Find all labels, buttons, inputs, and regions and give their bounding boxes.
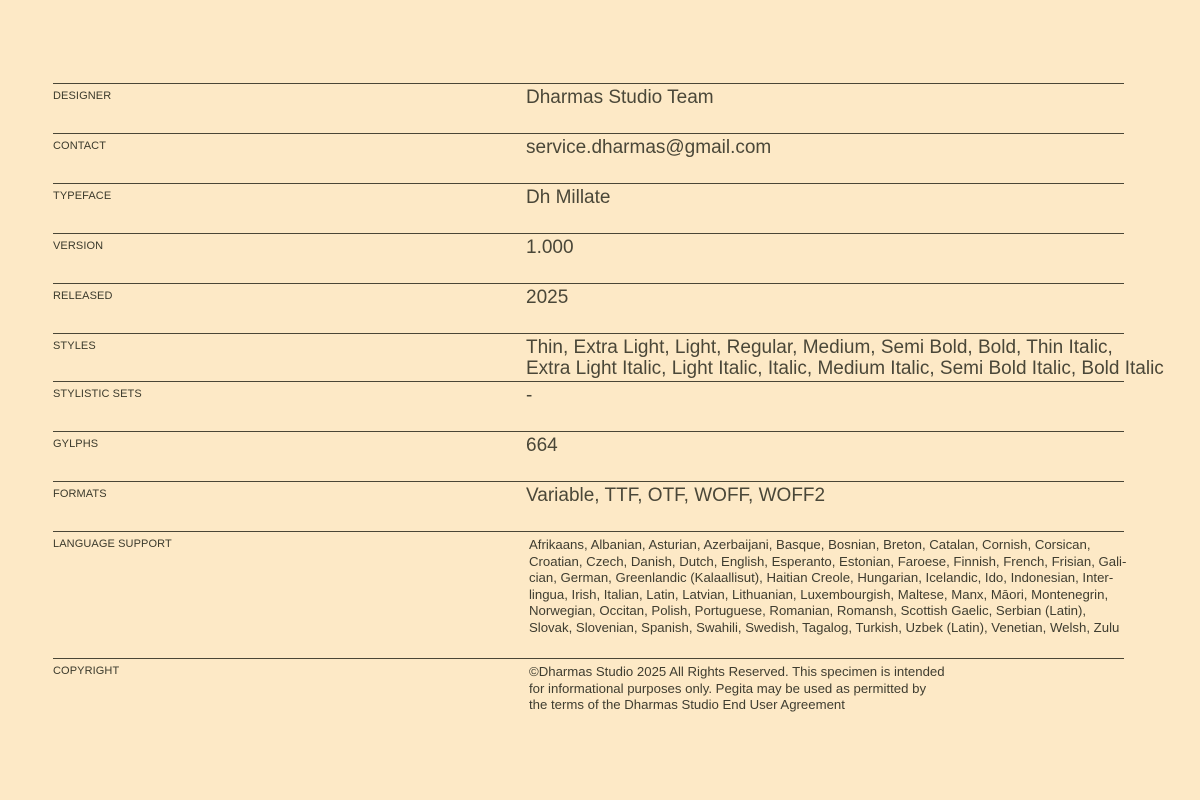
language-line: lingua, Irish, Italian, Latin, Latvian, Lithuanian, Luxembourgish, Maltese, Manx, Māori, Montenegrin, <box>529 586 1109 602</box>
language-line: Norwegian, Occitan, Polish, Portuguese, Romanian, Romansh, Scottish Gaelic, Serbian (Latin), <box>529 603 1087 619</box>
copyright-line: ©Dharmas Studio 2025 All Rights Reserved. This specimen is intended <box>529 664 945 679</box>
contact-row <box>53 133 1124 183</box>
copyright-row <box>53 658 1124 719</box>
designer-value: Dharmas Studio Team <box>526 87 714 108</box>
language-line: Afrikaans, Albanian, Asturian, Azerbaijani, Basque, Bosnian, Breton, Catalan, Cornish, Corsican, <box>529 537 1091 552</box>
version-row <box>53 233 1124 283</box>
stylistic-sets-label: STYLISTIC SETS <box>53 388 142 400</box>
designer-row <box>53 83 1124 133</box>
copyright-label: COPYRIGHT <box>53 665 120 677</box>
styles-row <box>53 333 1164 381</box>
formats-row <box>53 481 1124 531</box>
glyphs-row <box>53 431 1124 481</box>
formats-label: FORMATS <box>53 488 107 500</box>
released-value: 2025 <box>526 287 569 308</box>
copyright-value <box>529 664 1129 714</box>
typeface-row <box>53 183 1124 233</box>
stylistic-sets-value: - <box>526 385 533 406</box>
typeface-value: Dh Millate <box>526 187 611 208</box>
styles-value <box>526 337 1164 379</box>
version-value: 1.000 <box>526 237 574 258</box>
styles-label: STYLES <box>53 340 96 352</box>
copyright-line: the terms of the Dharmas Studio End User Agreement <box>529 697 845 713</box>
language-line: cian, German, Greenlandic (Kalaallisut), Haitian Creole, Hungarian, Icelandic, Ido, Indonesian, Inter- <box>529 570 1114 586</box>
styles-line: Extra Light Italic, Light Italic, Italic, Medium Italic, Semi Bold Italic, Bold Italic <box>526 358 1164 379</box>
formats-value: Variable, TTF, OTF, WOFF, WOFF2 <box>526 485 826 506</box>
language-support-row <box>53 531 1127 658</box>
contact-label: CONTACT <box>53 140 107 152</box>
styles-line: Thin, Extra Light, Light, Regular, Medium, Semi Bold, Bold, Thin Italic, <box>526 337 1113 358</box>
language-support-value <box>529 537 1129 637</box>
glyphs-label: GYLPHS <box>53 438 99 450</box>
typeface-label: TYPEFACE <box>53 190 112 202</box>
language-support-label: LANGUAGE SUPPORT <box>53 538 172 550</box>
language-line: Croatian, Czech, Danish, Dutch, English, Esperanto, Estonian, Faroese, Finnish, French, Frisian, Gali- <box>529 553 1127 569</box>
copyright-line: for informational purposes only. Pegita may be used as permitted by <box>529 680 927 696</box>
glyphs-value: 664 <box>526 435 558 456</box>
released-label: RELEASED <box>53 290 113 302</box>
stylistic-sets-row <box>53 381 1124 431</box>
designer-label: DESIGNER <box>53 90 112 102</box>
specification-table <box>53 83 1164 719</box>
released-row <box>53 283 1124 333</box>
version-label: VERSION <box>53 240 104 252</box>
language-line: Slovak, Slovenian, Spanish, Swahili, Swedish, Tagalog, Turkish, Uzbek (Latin), Venetian, Welsh, Zulu <box>529 619 1120 635</box>
contact-email-link[interactable]: service.dharmas@gmail.com <box>526 137 772 158</box>
